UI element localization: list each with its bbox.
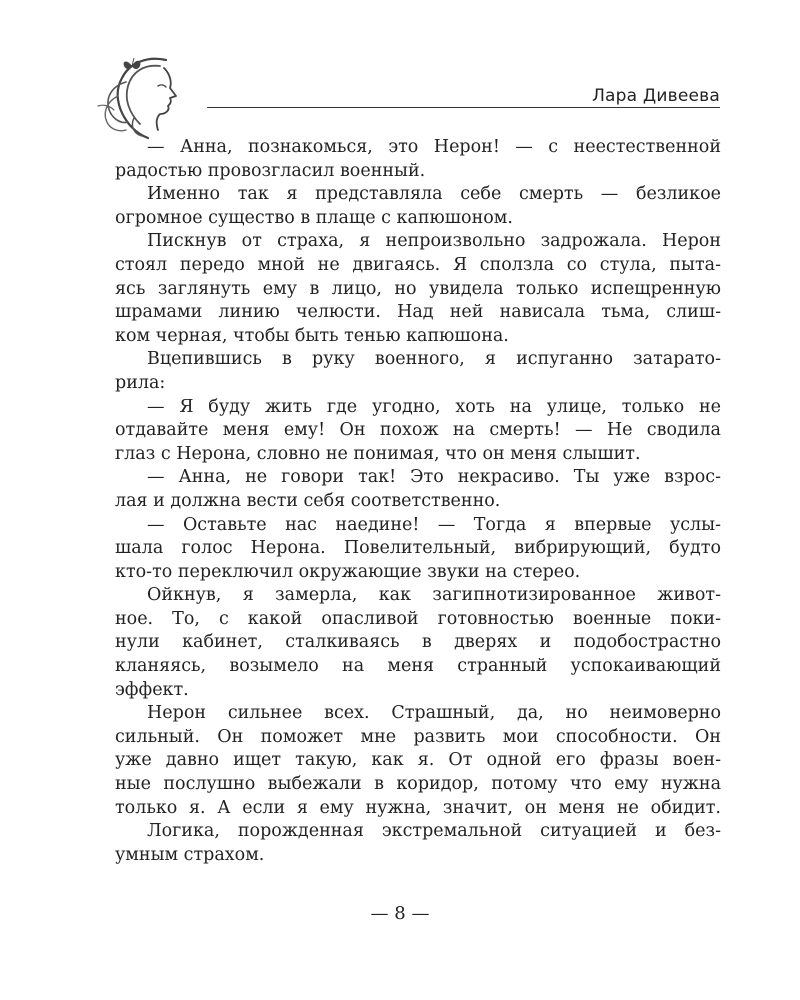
- text-line: шала голос Нерона. Повелительный, вибрирующий, будто: [115, 538, 721, 559]
- text-line: лая и должна вести себя соответственно.: [115, 490, 501, 511]
- text-line: — Оставьте нас наедине! — Тогда я впервые услы-: [147, 514, 721, 535]
- text-line: — Я буду жить где угодно, хоть на улице, только не: [147, 396, 721, 417]
- text-line: Вцепившись в руку военного, я испуганно затарато-: [147, 349, 721, 370]
- text-line: Именно так я представляла себе смерть — безликое: [147, 184, 721, 205]
- text-line: умным страхом.: [115, 844, 265, 865]
- text-line: ясь заглянуть ему в лицо, но увидела только испещренную: [115, 278, 721, 299]
- text-line: глаз с Нерона, словно не понимая, что он меня слышит.: [115, 443, 641, 464]
- text-line: радостью провозгласил военный.: [115, 160, 426, 181]
- text-line: кто-то переключил окружающие звуки на стерео.: [115, 561, 581, 582]
- text-line: Пискнув от страха, я непроизвольно задрожала. Нерон: [147, 231, 721, 252]
- text-line: рила:: [115, 372, 166, 393]
- text-line: стоял передо мной не двигаясь. Я сползла со стула, пыта-: [115, 254, 721, 275]
- text-line: Ойкнув, я замерла, как загипнотизированное живот-: [147, 585, 721, 606]
- text-line: — Анна, познакомься, это Нерон! — с неестественной: [147, 137, 721, 157]
- text-line: кланяясь, возымело на меня странный успокаивающий: [115, 656, 721, 677]
- running-header-author: Лара Дивеева: [592, 86, 720, 106]
- text-line: ком черная, чтобы быть тенью капюшона.: [115, 325, 509, 346]
- text-line: отдавайте меня ему! Он похож на смерть! — Не сводила: [115, 420, 721, 441]
- book-body-text: [115, 136, 721, 867]
- text-line: ные послушно выбежали в коридор, потому что ему нужна: [115, 774, 721, 795]
- text-line: нули кабинет, сталкиваясь в дверях и подобострастно: [115, 632, 721, 653]
- text-line: уже давно ищет такую, как я. От одной его фразы воен-: [115, 750, 721, 771]
- text-line: огромное существо в плаще с капюшоном.: [115, 207, 513, 228]
- text-line: эффект.: [115, 679, 189, 700]
- woman-profile-logo-icon: [96, 52, 192, 142]
- text-line: сильный. Он поможет мне развить мои способности. Он: [115, 726, 721, 747]
- page-number: — 8 —: [370, 903, 430, 924]
- text-line: только я. А если я ему нужна, значит, он меня не обидит.: [115, 797, 721, 818]
- text-line: Нерон сильнее всех. Страшный, да, но неимоверно: [147, 703, 721, 724]
- text-line: ное. То, с какой опасливой готовностью военные поки-: [115, 608, 721, 629]
- header-rule: [207, 107, 720, 108]
- text-line: — Анна, не говори так! Это некрасиво. Ты уже взрос-: [147, 467, 721, 488]
- text-line: Логика, порожденная экстремальной ситуацией и без-: [147, 821, 721, 842]
- text-line: шрамами линию челюсти. Над ней нависала тьма, слиш-: [115, 302, 721, 323]
